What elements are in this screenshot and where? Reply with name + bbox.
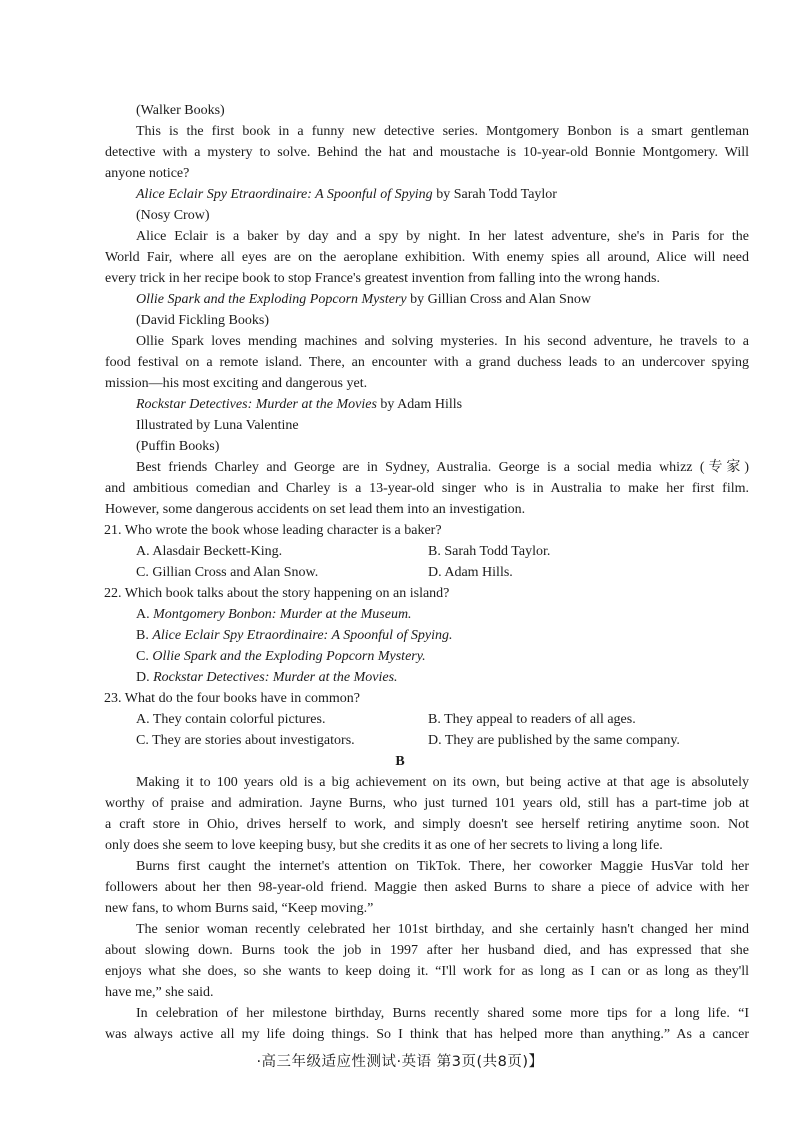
book1-desc-line: This is the first book in a funny new detective series. Montgomery Bonbon is a smart gentleman [136, 124, 749, 139]
passage-b-line: enjoys what she does, so she wants to keep doing it. “I'll work for as long as I can or as long as they'll [105, 964, 749, 979]
question-21-stem: 21. Who wrote the book whose leading character is a baker? [104, 523, 442, 538]
page-footer: ·高三年级适应性测试·英语 第3页(共8页)】 [256, 1054, 544, 1070]
book1-publisher: (Walker Books) [136, 103, 225, 118]
book3-title: Ollie Spark and the Exploding Popcorn Mystery [136, 292, 407, 307]
question-21-option-b[interactable]: B. Sarah Todd Taylor. [428, 544, 551, 559]
book4-heading [136, 395, 462, 415]
passage-b-line: In celebration of her milestone birthday, Burns recently shared some more tips for a long life. “I [136, 1006, 749, 1021]
option-letter: A. [136, 607, 154, 622]
book4-illustrator: Illustrated by Luna Valentine [136, 418, 299, 433]
book4-title: Rockstar Detectives: Murder at the Movies [136, 397, 377, 412]
passage-b-line: Making it to 100 years old is a big achievement on its own, but being active at that age is absolutely [136, 775, 749, 790]
book4-desc-line: and ambitious comedian and Charley is a 13-year-old singer who is in Australia to make her first film. [105, 481, 749, 496]
book4-desc-line: Best friends Charley and George are in Sydney, Australia. George is a social media whizz (专家) [136, 460, 749, 475]
question-21-option-d[interactable]: D. Adam Hills. [428, 565, 513, 580]
question-23-stem: 23. What do the four books have in common? [104, 691, 360, 706]
passage-b-line: new fans, to whom Burns said, “Keep moving.” [105, 901, 374, 916]
question-22-option-c[interactable] [136, 647, 426, 667]
question-23-option-c[interactable]: C. They are stories about investigators. [136, 733, 355, 748]
passage-b-line: a craft store in Ohio, drives herself to work, and simply doesn't see herself retiring anytime soon. Not [105, 817, 749, 832]
book2-title: Alice Eclair Spy Etraordinaire: A Spoonful of Spying [136, 187, 433, 202]
book2-desc-line: Alice Eclair is a baker by day and a spy by night. In her latest adventure, she's in Paris for the [136, 229, 749, 244]
question-23-option-b[interactable]: B. They appeal to readers of all ages. [428, 712, 636, 727]
option-title: Ollie Spark and the Exploding Popcorn Mystery. [152, 649, 426, 664]
book1-desc-line: detective with a mystery to solve. Behind the hat and moustache is 10-year-old Bonnie Montgomery. Will [105, 145, 749, 160]
question-22-option-a[interactable] [136, 605, 412, 625]
book2-desc-line: every trick in her recipe book to stop France's greatest invention from falling into the wrong hands. [105, 271, 660, 286]
passage-b-line: was always active all my life doing things. So I think that has helped more than anything.” As a cancer [105, 1027, 749, 1042]
book4-author: by Adam Hills [376, 397, 463, 412]
question-23-option-a[interactable]: A. They contain colorful pictures. [136, 712, 326, 727]
question-22-option-b[interactable] [136, 626, 453, 646]
book3-author: by Gillian Cross and Alan Snow [406, 292, 591, 307]
option-letter: B. [136, 628, 153, 643]
book3-desc-line: mission—his most exciting and dangerous yet. [105, 376, 368, 391]
passage-b-line: have me,” she said. [105, 985, 214, 1000]
question-22-option-d[interactable] [136, 668, 398, 688]
book2-author: by Sarah Todd Taylor [432, 187, 557, 202]
question-23-option-d[interactable]: D. They are published by the same company. [428, 733, 680, 748]
question-22-stem: 22. Which book talks about the story happening on an island? [104, 586, 450, 601]
passage-b-line: The senior woman recently celebrated her 101st birthday, and she certainly hasn't changed her mind [136, 922, 749, 937]
book4-desc-line: However, some dangerous accidents on set lead them into an investigation. [105, 502, 526, 517]
book2-heading [136, 185, 557, 205]
option-letter: D. [136, 670, 154, 685]
passage-b-line: Burns first caught the internet's attention on TikTok. There, her coworker Maggie HusVar told her [136, 859, 749, 874]
passage-b-line: followers about her then 98-year-old friend. Maggie then asked Burns to share a piece of advice with her [105, 880, 749, 895]
book3-heading [136, 290, 591, 310]
book3-desc-line: Ollie Spark loves mending machines and solving mysteries. In his second adventure, he travels to a [136, 334, 749, 349]
option-title: Montgomery Bonbon: Murder at the Museum. [153, 607, 412, 622]
passage-b-line: about slowing down. Burns took the job in 1997 after her husband died, and has expressed that she [105, 943, 749, 958]
book2-desc-line: World Fair, where all eyes are on the aeroplane exhibition. With enemy spies all around, Alice will need [105, 250, 749, 265]
option-letter: C. [136, 649, 153, 664]
book2-publisher: (Nosy Crow) [136, 208, 210, 223]
option-title: Alice Eclair Spy Etraordinaire: A Spoonful of Spying. [152, 628, 453, 643]
book1-desc-line: anyone notice? [105, 166, 190, 181]
book3-publisher: (David Fickling Books) [136, 313, 269, 328]
section-b-heading: B [395, 754, 405, 769]
passage-b-line: worthy of praise and admiration. Jayne Burns, who just turned 101 years old, still has a part-time job at [105, 796, 749, 811]
option-title: Rockstar Detectives: Murder at the Movies. [153, 670, 398, 685]
passage-b-line: only does she seem to love keeping busy, but she credits it as one of her secrets to living a long life. [105, 838, 663, 853]
book4-publisher: (Puffin Books) [136, 439, 220, 454]
book3-desc-line: food festival on a remote island. There, an encounter with a grand duchess leads to an undercover spying [105, 355, 749, 370]
question-21-option-c[interactable]: C. Gillian Cross and Alan Snow. [136, 565, 319, 580]
question-21-option-a[interactable]: A. Alasdair Beckett-King. [136, 544, 283, 559]
